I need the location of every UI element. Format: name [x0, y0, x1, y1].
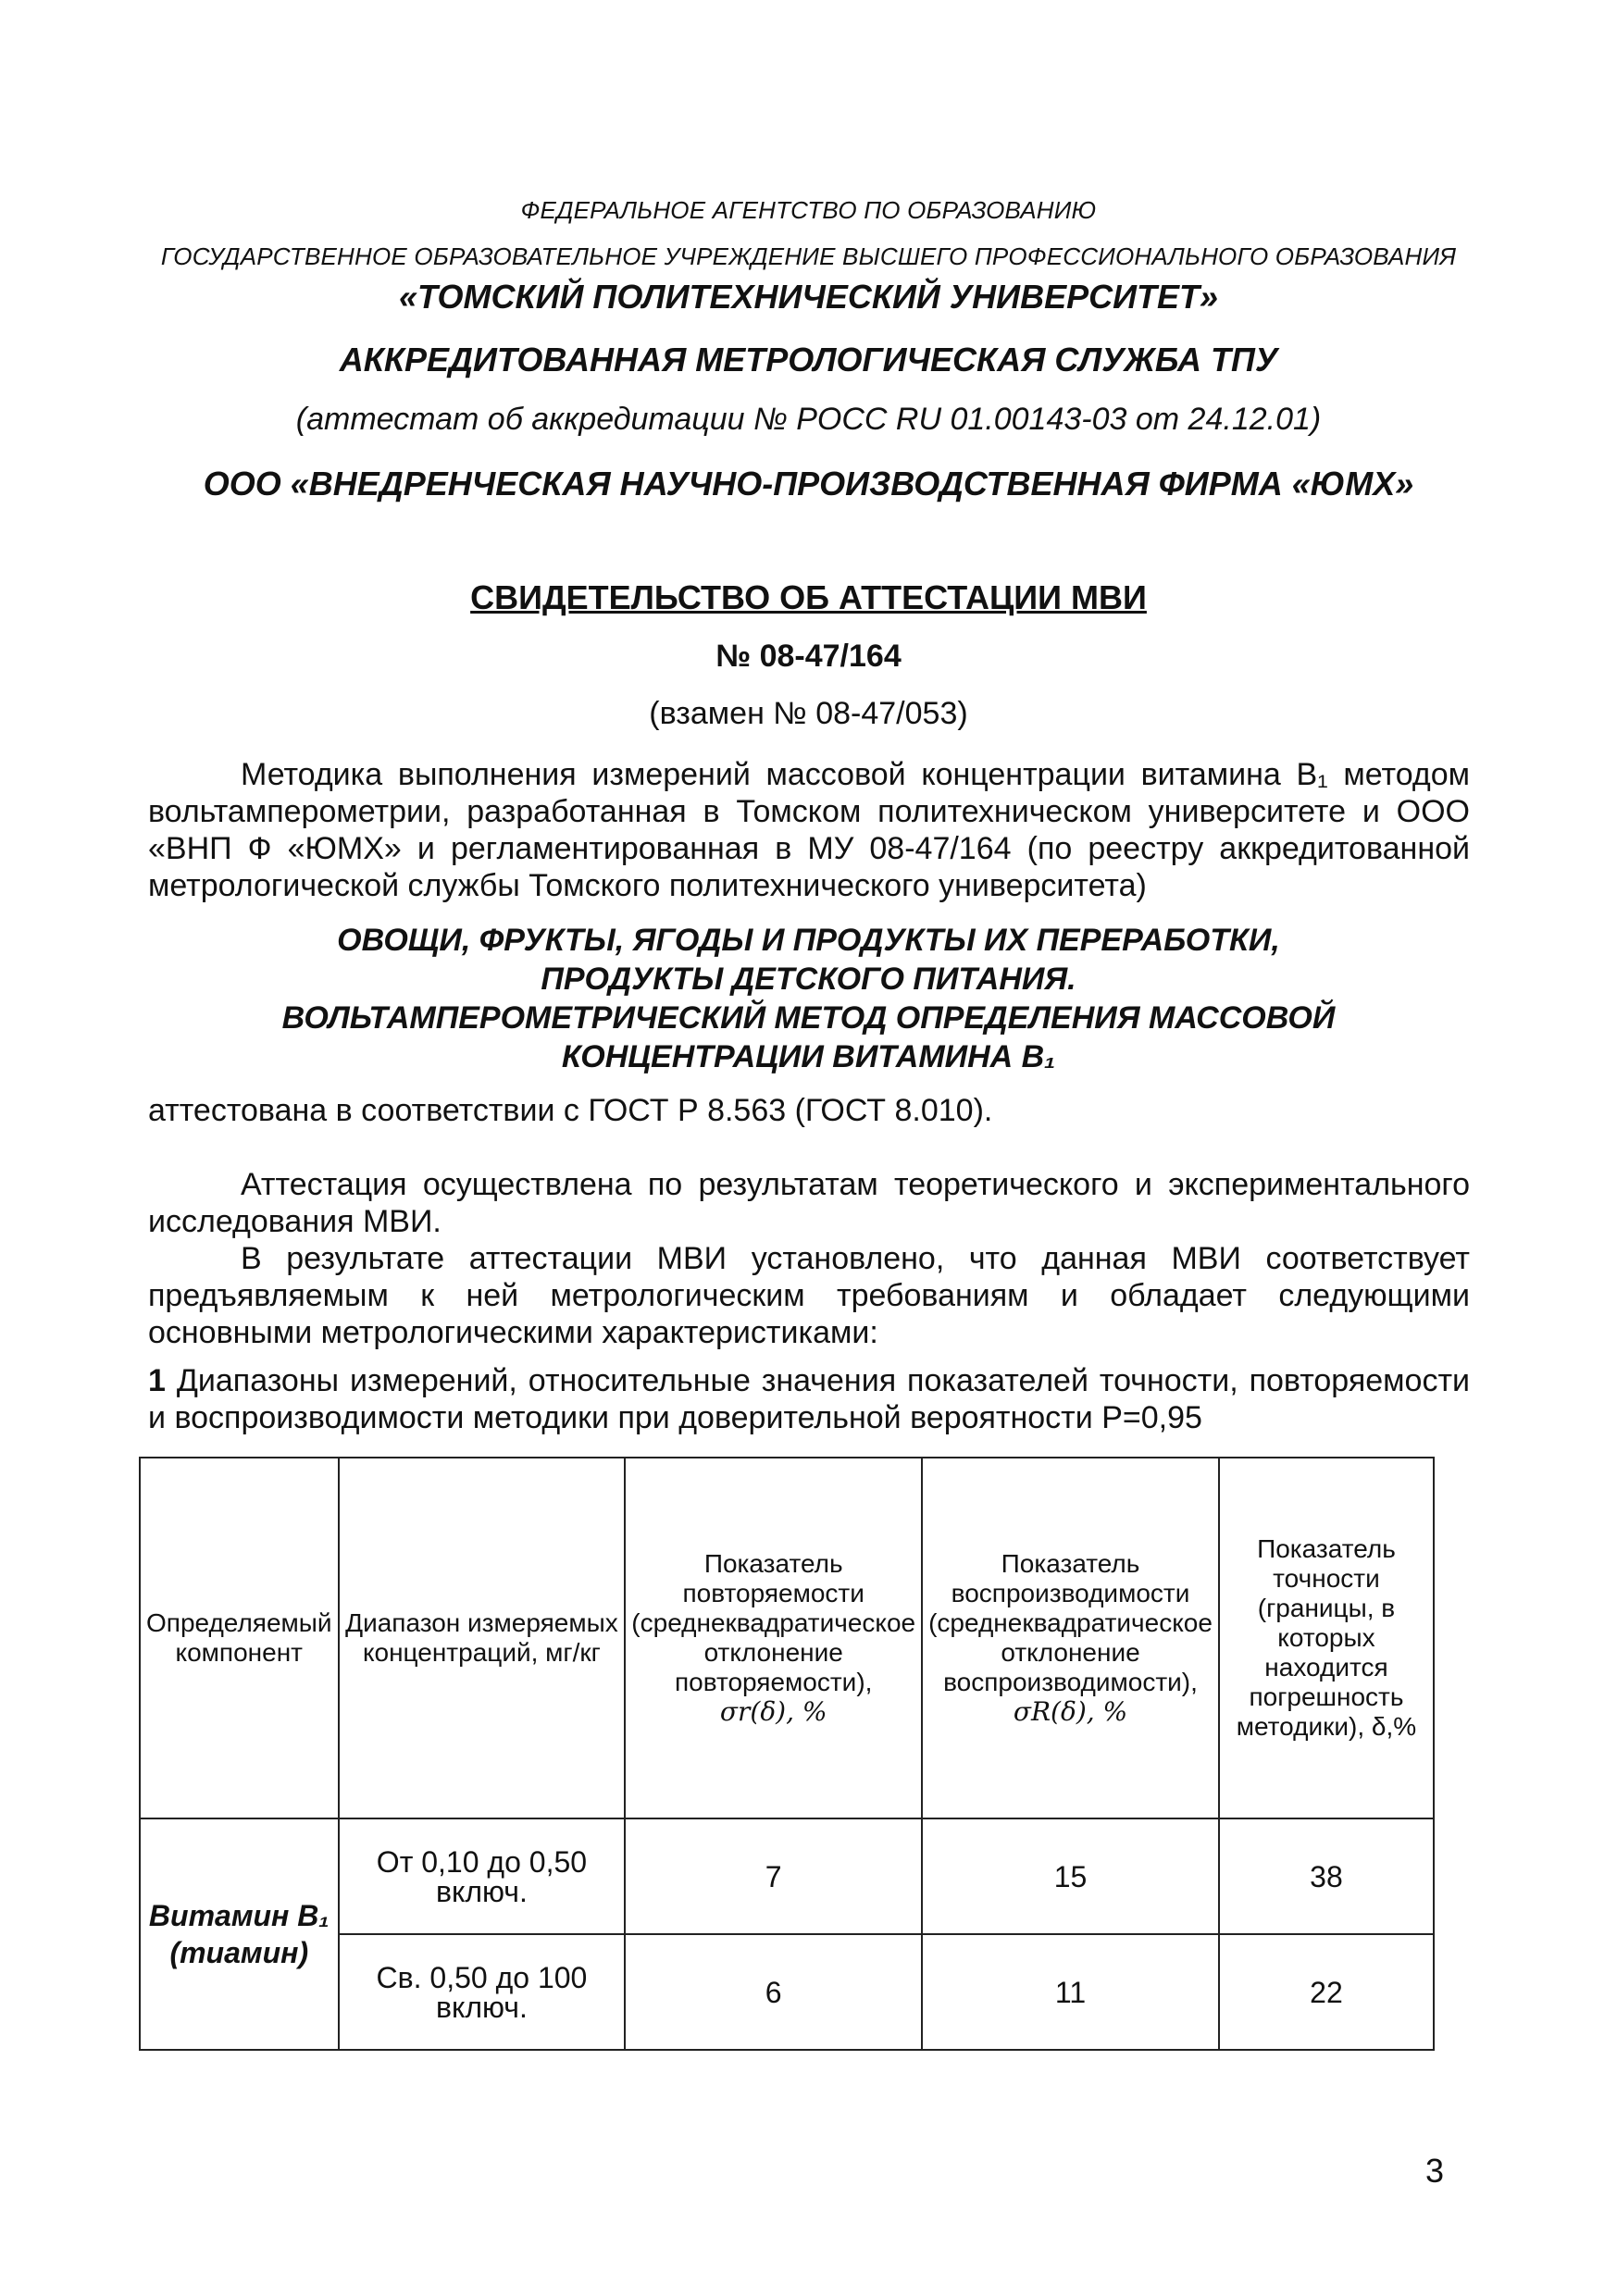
section-1-text: Диапазоны измерений, относительные значения показателей точности, повторяемости и воспроизводимости методики при доверительной вероятности P=0,95: [148, 1363, 1471, 1435]
header-accuracy: Показатель точности (границы, в которых находится погрешность методики), δ,%: [1219, 1458, 1434, 1818]
reproducibility-cell: 11: [922, 1934, 1219, 2050]
attested-line: аттестована в соответствии с ГОСТ Р 8.563 (ГОСТ 8.010).: [148, 1093, 993, 1128]
metrology-service: АККРЕДИТОВАННАЯ МЕТРОЛОГИЧЕСКАЯ СЛУЖБА ТПУ: [339, 341, 1278, 379]
accuracy-cell: 38: [1219, 1818, 1434, 1934]
range-cell: Св. 0,50 до 100 включ.: [339, 1934, 626, 2050]
header-repeatability: [625, 1458, 922, 1818]
company-name: ООО «ВНЕДРЕНЧЕСКАЯ НАУЧНО-ПРОИЗВОДСТВЕННАЯ ФИРМА «ЮМХ»: [203, 465, 1414, 503]
header-component: Определяемый компонент: [140, 1458, 339, 1818]
header-repeatability-text: Показатель повторяемости (среднеквадратическое отклонение повторяемости),: [631, 1549, 916, 1696]
certificate-replaces: (взамен № 08-47/053): [649, 696, 968, 731]
page-number: 3: [1425, 2152, 1445, 2190]
table-row: [140, 1818, 1434, 1934]
repeatability-cell: 6: [625, 1934, 922, 2050]
header-reproducibility: [922, 1458, 1219, 1818]
accuracy-cell: 22: [1219, 1934, 1434, 2050]
accreditation-line: (аттестат об аккредитации № РОСС RU 01.00143-03 от 24.12.01): [295, 402, 1322, 437]
component-cell: Витамин B₁ (тиамин): [140, 1818, 339, 2050]
section-1-number: 1: [148, 1363, 166, 1398]
institution-type-line: ГОСУДАРСТВЕННОЕ ОБРАЗОВАТЕЛЬНОЕ УЧРЕЖДЕНИЕ ВЫСШЕГО ПРОФЕССИОНАЛЬНОГО ОБРАЗОВАНИЯ: [160, 242, 1457, 270]
section-1: [148, 1362, 1470, 1436]
header-reproducibility-text: Показатель воспроизводимости (среднеквадратическое отклонение воспроизводимости),: [928, 1549, 1213, 1696]
agency-line: ФЕДЕРАЛЬНОЕ АГЕНТСТВО ПО ОБРАЗОВАНИЮ: [520, 196, 1097, 224]
table-header-row: [140, 1458, 1434, 1818]
certificate-title: СВИДЕТЕЛЬСТВО ОБ АТТЕСТАЦИИ МВИ: [470, 578, 1147, 616]
method-title-line-2: ПРОДУКТЫ ДЕТСКОГО ПИТАНИЯ.: [541, 962, 1076, 997]
reproducibility-symbol: σR(δ), %: [1013, 1696, 1128, 1727]
intro-paragraph: Методика выполнения измерений массовой концентрации витамина B₁ методом вольтамперометрии, разработанная в Томском политехническом университете и ООО «ВНП Ф «ЮМХ» и регламентированная в МУ 08-47/164 (по реестру аккредитованной метрологической службы Томского политехнического университета): [148, 757, 1470, 903]
metrology-table: [139, 1457, 1435, 2051]
university-name: «ТОМСКИЙ ПОЛИТЕХНИЧЕСКИЙ УНИВЕРСИТЕТ»: [398, 278, 1218, 316]
range-cell: От 0,10 до 0,50 включ.: [339, 1818, 626, 1934]
repeatability-cell: 7: [625, 1818, 922, 1934]
attestation-paragraph: Аттестация осуществлена по результатам теоретического и экспериментального исследования МВИ.: [148, 1167, 1470, 1239]
method-title-line-1: ОВОЩИ, ФРУКТЫ, ЯГОДЫ И ПРОДУКТЫ ИХ ПЕРЕРАБОТКИ,: [337, 923, 1280, 958]
method-title-line-4: КОНЦЕНТРАЦИИ ВИТАМИНА B₁: [561, 1039, 1056, 1074]
certificate-number: № 08-47/164: [715, 639, 902, 674]
method-title: [185, 921, 1432, 1076]
header-range: Диапазон измеряемых концентраций, мг/кг: [339, 1458, 626, 1818]
method-title-line-3: ВОЛЬТАМПЕРОМЕТРИЧЕСКИЙ МЕТОД ОПРЕДЕЛЕНИЯ МАССОВОЙ: [281, 1000, 1336, 1036]
reproducibility-cell: 15: [922, 1818, 1219, 1934]
result-paragraph: В результате аттестации МВИ установлено, что данная МВИ соответствует предъявляемым к ней метрологическим требованиям и обладает следующими основными метрологическими характеристиками:: [148, 1241, 1470, 1350]
repeatability-symbol: σr(δ), %: [719, 1696, 827, 1727]
